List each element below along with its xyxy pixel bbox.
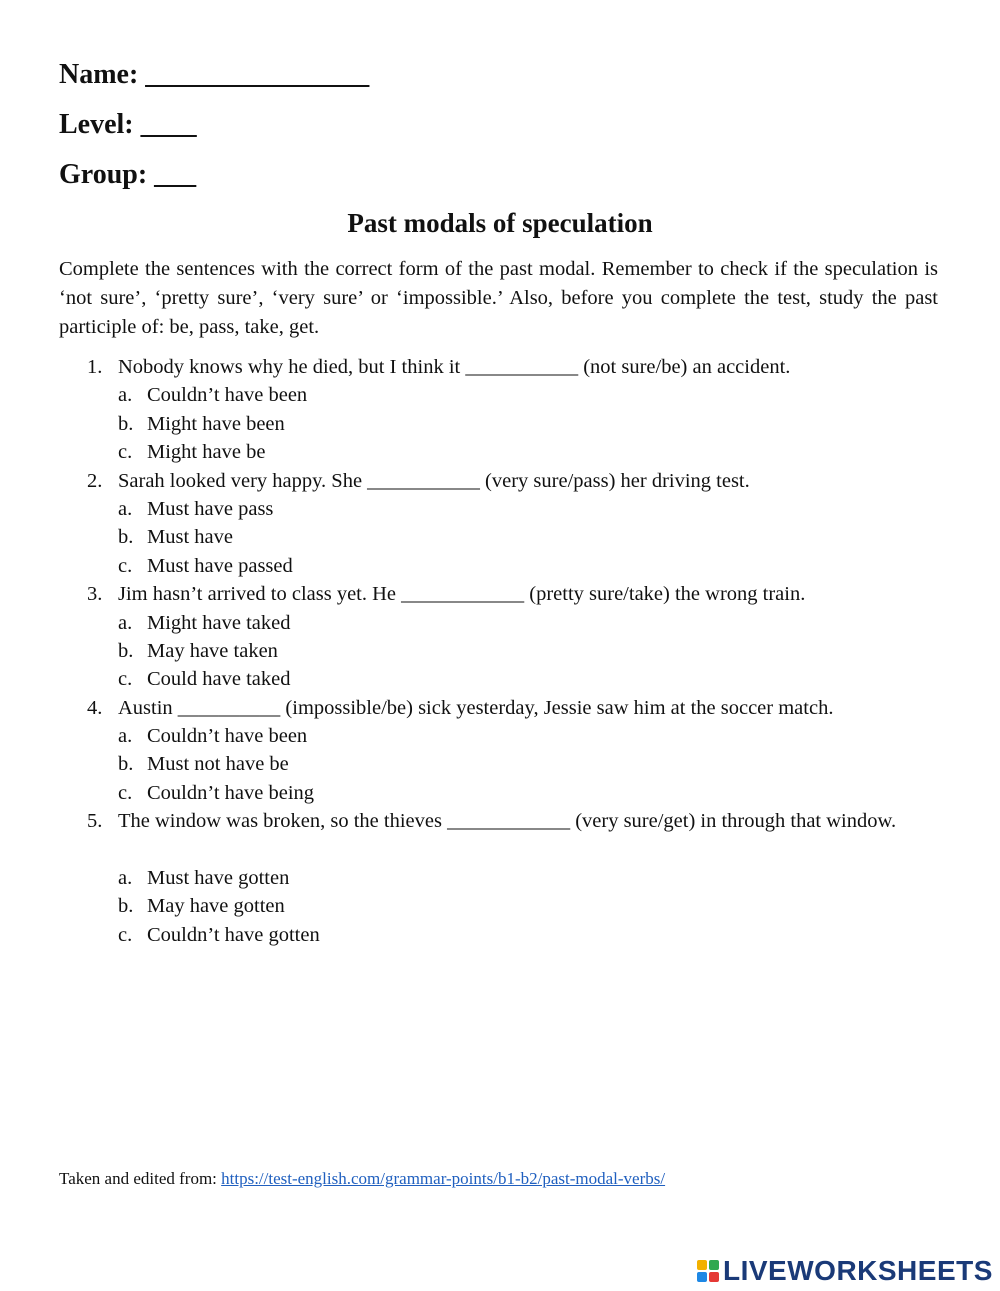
option-item[interactable] — [0, 637, 1000, 665]
question-4 — [0, 694, 1000, 808]
option-letter: c. — [118, 441, 133, 464]
source-link[interactable]: https://test-english.com/grammar-points/b1-b2/past-modal-verbs/ — [221, 1169, 666, 1188]
option-text: Must not have be — [147, 753, 289, 776]
question-list — [0, 353, 1000, 949]
option-letter: c. — [118, 668, 133, 691]
group-field-label: Group: ___ — [59, 159, 197, 190]
option-item[interactable] — [0, 892, 1000, 920]
option-letter: a. — [118, 611, 133, 634]
option-letter: b. — [118, 895, 134, 918]
brand-name: LIVEWORKSHEETS — [723, 1255, 993, 1286]
question-1 — [0, 353, 1000, 467]
option-text: May have gotten — [147, 895, 285, 918]
option-item[interactable] — [0, 523, 1000, 551]
option-item[interactable] — [0, 609, 1000, 637]
instructions-paragraph: Complete the sentences with the correct form of the past modal. Remember to check if the speculation is ‘not sure’, ‘pretty sure’, ‘very sure’ or ‘impossible.’ Also, before you complete the test, study the past participle of: be, pass, take, get. — [59, 258, 938, 338]
option-letter: b. — [118, 412, 134, 435]
option-text: Must have pass — [147, 497, 274, 520]
source-credit — [59, 1168, 665, 1190]
option-item[interactable] — [0, 750, 1000, 778]
option-item[interactable] — [0, 410, 1000, 438]
level-field-label: Level: ____ — [59, 109, 197, 140]
name-field-label: Name: ________________ — [59, 59, 370, 90]
question-number: 3. — [87, 583, 103, 606]
option-item[interactable] — [0, 495, 1000, 523]
page-title: Past modals of speculation — [347, 208, 653, 238]
option-text: Couldn’t have gotten — [147, 923, 320, 946]
liveworksheets-logo-icon — [697, 1260, 719, 1282]
option-text: Might have been — [147, 412, 285, 435]
question-5 — [0, 807, 1000, 949]
question-text: Jim hasn’t arrived to class yet. He ____________ (pretty sure/take) the wrong train. — [118, 583, 806, 606]
option-text: Must have — [147, 526, 233, 549]
option-letter: b. — [118, 526, 134, 549]
option-text: Couldn’t have being — [147, 781, 315, 804]
option-text: Might have taked — [147, 611, 291, 634]
option-letter: b. — [118, 639, 134, 662]
option-text: Couldn’t have been — [147, 384, 308, 407]
option-item[interactable] — [0, 552, 1000, 580]
question-2 — [0, 467, 1000, 581]
option-text: Could have taked — [147, 668, 291, 691]
option-text: Might have be — [147, 441, 266, 464]
option-text: Must have passed — [147, 554, 293, 577]
option-item[interactable] — [0, 438, 1000, 466]
question-number: 5. — [87, 810, 103, 833]
option-item[interactable] — [0, 381, 1000, 409]
option-letter: b. — [118, 753, 134, 776]
question-number: 2. — [87, 469, 103, 492]
option-item[interactable] — [0, 921, 1000, 949]
option-text: Couldn’t have been — [147, 725, 308, 748]
option-item[interactable] — [0, 722, 1000, 750]
option-item[interactable] — [0, 779, 1000, 807]
question-3 — [0, 580, 1000, 694]
question-text: Sarah looked very happy. She ___________ (very sure/pass) her driving test. — [118, 469, 750, 492]
source-label: Taken and edited from: — [59, 1169, 222, 1188]
brand-logo[interactable] — [697, 1255, 993, 1287]
option-letter: a. — [118, 497, 133, 520]
option-text: May have taken — [147, 639, 278, 662]
question-number: 1. — [87, 356, 103, 378]
option-letter: a. — [118, 384, 133, 407]
option-item[interactable] — [0, 665, 1000, 693]
question-number: 4. — [87, 696, 103, 719]
option-item[interactable] — [0, 864, 1000, 892]
option-text: Must have gotten — [147, 867, 290, 890]
option-letter: c. — [118, 781, 133, 804]
question-text: The window was broken, so the thieves ____________ (very sure/get) in through that window. — [118, 810, 897, 833]
option-letter: a. — [118, 725, 133, 748]
question-text: Austin __________ (impossible/be) sick yesterday, Jessie saw him at the soccer match. — [118, 696, 834, 719]
option-letter: c. — [118, 923, 133, 946]
question-text: Nobody knows why he died, but I think it ___________ (not sure/be) an accident. — [118, 356, 791, 378]
option-letter: c. — [118, 554, 133, 577]
option-letter: a. — [118, 867, 133, 890]
